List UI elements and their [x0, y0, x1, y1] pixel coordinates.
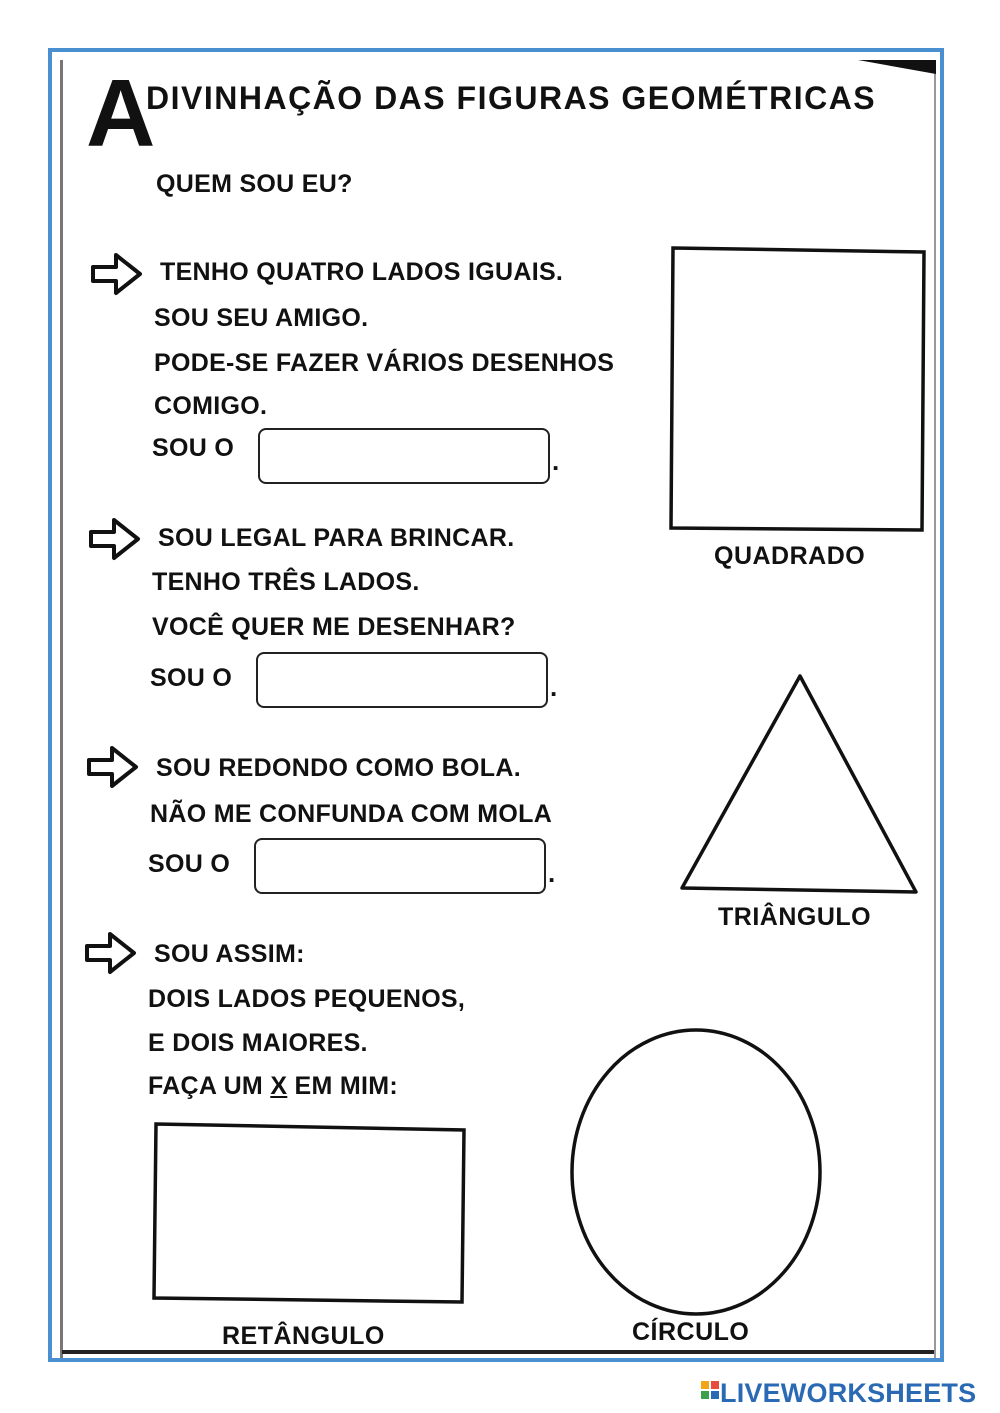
triangle-label: TRIÂNGULO — [718, 903, 872, 931]
triangle-shape[interactable] — [676, 670, 922, 896]
riddle-3-answer-field[interactable] — [254, 838, 546, 894]
riddle-2-end-dot: . — [550, 672, 558, 702]
instruction-x-mark: X — [270, 1072, 288, 1100]
square-label: QUADRADO — [714, 542, 866, 570]
square-shape[interactable] — [668, 244, 930, 536]
arrow-right-icon — [90, 251, 144, 297]
riddle-1-line-3: PODE-SE FAZER VÁRIOS DESENHOS — [154, 349, 615, 377]
title-initial: A — [86, 60, 156, 167]
rectangle-label: RETÂNGULO — [222, 1322, 385, 1350]
riddle-2-line-1: SOU LEGAL PARA BRINCAR. — [158, 524, 515, 552]
riddle-3-end-dot: . — [548, 858, 556, 888]
riddle-1-answer-label: SOU O — [152, 434, 235, 462]
bottom-rule — [62, 1350, 934, 1354]
circle-label: CÍRCULO — [632, 1318, 750, 1346]
riddle-2-answer-label: SOU O — [150, 664, 233, 692]
riddle-1-line-1: TENHO QUATRO LADOS IGUAIS. — [160, 258, 564, 286]
riddle-1-line-4: COMIGO. — [154, 392, 268, 420]
instruction-start: FAÇA UM — [148, 1072, 264, 1100]
riddle-2-line-2: TENHO TRÊS LADOS. — [152, 568, 420, 596]
circle-shape[interactable] — [566, 1024, 826, 1320]
liveworksheets-brand[interactable]: LIVEWORKSHEETS — [720, 1378, 977, 1408]
riddle-2-line-3: VOCÊ QUER ME DESENHAR? — [152, 613, 516, 641]
arrow-right-icon — [84, 930, 138, 976]
riddle-4-line-3: E DOIS MAIORES. — [148, 1029, 368, 1057]
rectangle-shape[interactable] — [150, 1120, 470, 1306]
riddle-2-answer-field[interactable] — [256, 652, 548, 708]
riddle-4-line-1: SOU ASSIM: — [154, 940, 305, 968]
riddle-3-line-2: NÃO ME CONFUNDA COM MOLA — [150, 800, 553, 828]
riddle-3-line-1: SOU REDONDO COMO BOLA. — [156, 754, 521, 782]
corner-decoration — [858, 60, 936, 74]
instruction-end: EM MIM: — [294, 1072, 399, 1100]
riddle-1-end-dot: . — [552, 446, 560, 476]
liveworksheets-logo-icon — [700, 1378, 720, 1406]
intro-question: QUEM SOU EU? — [156, 170, 353, 198]
arrow-right-icon — [88, 516, 142, 562]
riddle-4-line-2: DOIS LADOS PEQUENOS, — [148, 985, 466, 1013]
riddle-1-line-2: SOU SEU AMIGO. — [154, 304, 369, 332]
riddle-4-instruction — [148, 1072, 398, 1101]
arrow-right-icon — [86, 744, 140, 790]
riddle-1-answer-field[interactable] — [258, 428, 550, 484]
riddle-3-answer-label: SOU O — [148, 850, 231, 878]
page-title: DIVINHAÇÃO DAS FIGURAS GEOMÉTRICAS — [146, 80, 877, 116]
